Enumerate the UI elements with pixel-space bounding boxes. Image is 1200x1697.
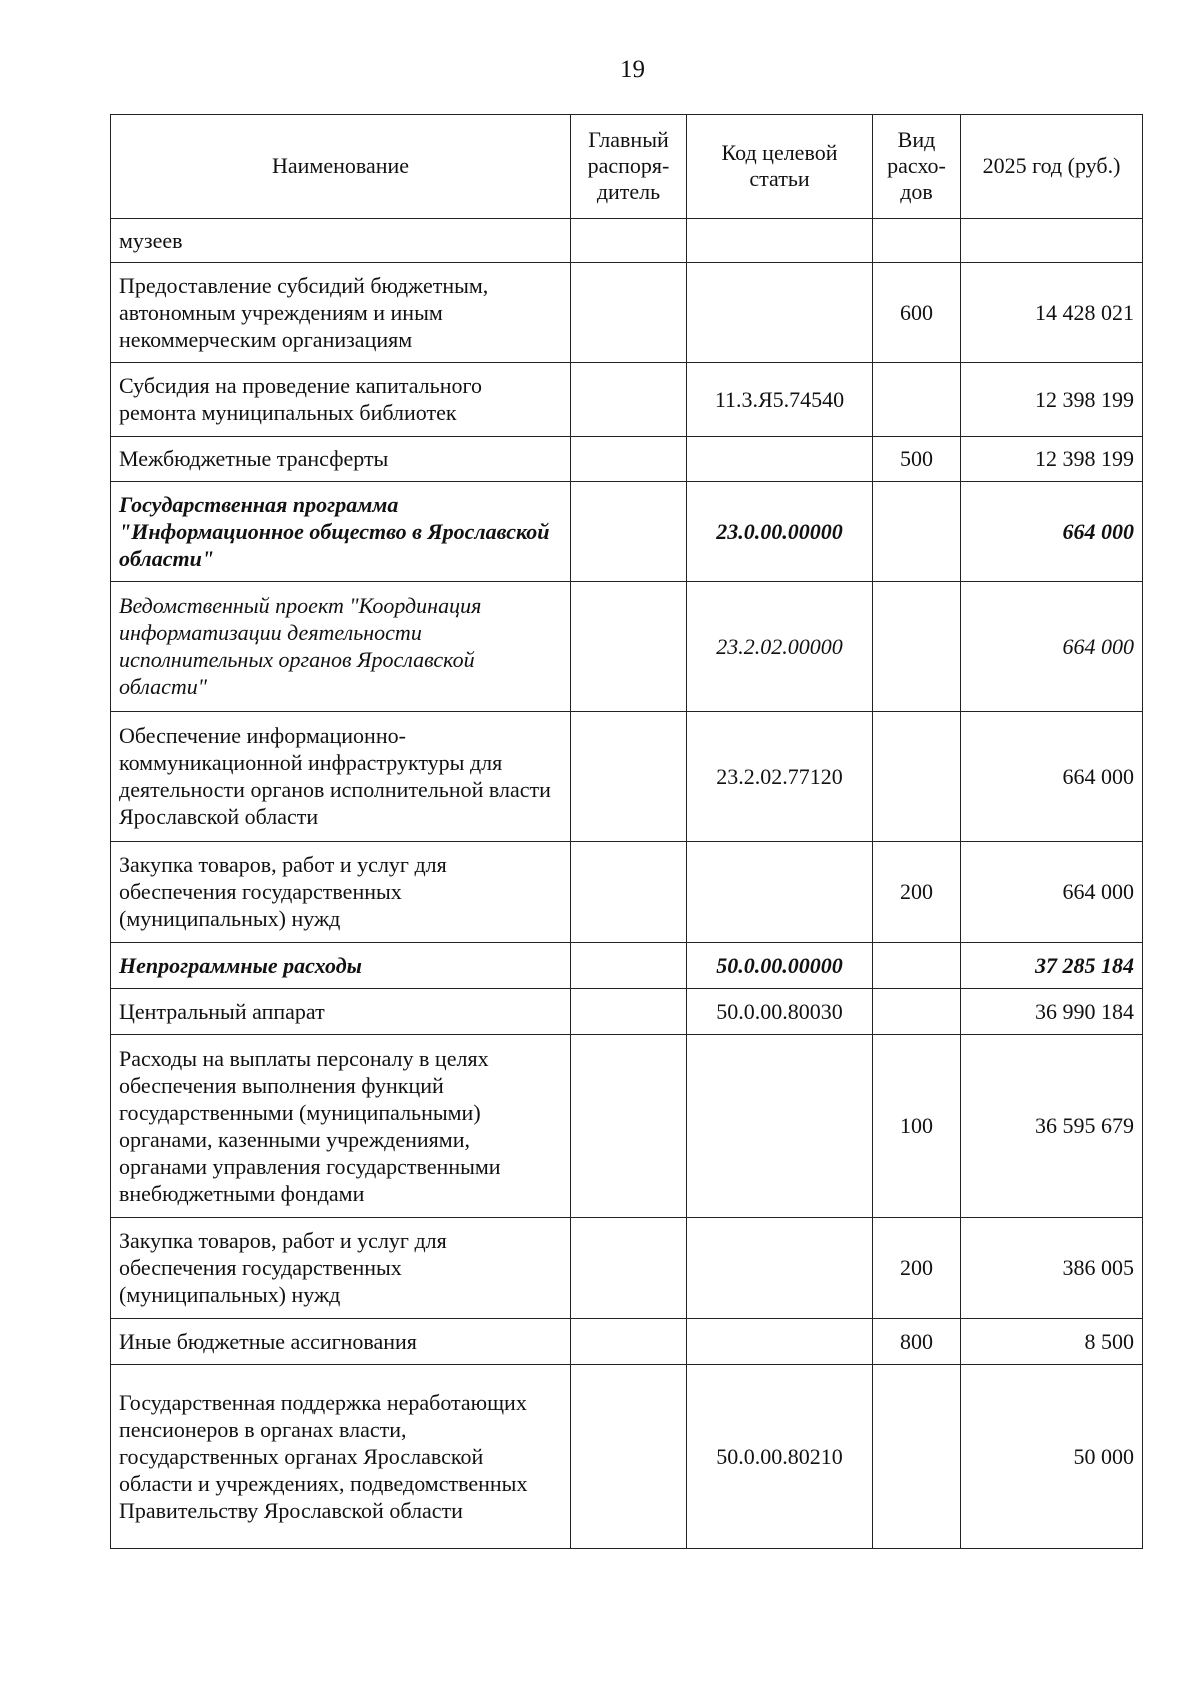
cell-name: Государственная поддержка неработающих пенсионеров в органах власти, государственных органах Ярославской области и учреждениях, подведомственных Правительству Ярославской области xyxy=(111,1365,571,1549)
table-row xyxy=(111,943,1143,989)
cell-kind: 800 xyxy=(873,1319,961,1365)
cell-admin xyxy=(571,842,687,943)
cell-admin xyxy=(571,363,687,437)
page-number: 19 xyxy=(620,56,645,83)
cell-name: Предоставление субсидий бюджетным, автономным учреждениям и иным некоммерческим организациям xyxy=(111,263,571,363)
table-row xyxy=(111,1218,1143,1319)
table-row xyxy=(111,482,1143,582)
cell-code: 11.3.Я5.74540 xyxy=(687,363,873,437)
cell-name: музеев xyxy=(111,219,571,263)
cell-amount: 36 595 679 xyxy=(961,1035,1143,1218)
cell-amount: 14 428 021 xyxy=(961,263,1143,363)
table-row xyxy=(111,1035,1143,1218)
cell-code: 50.0.00.80030 xyxy=(687,989,873,1035)
cell-amount: 386 005 xyxy=(961,1218,1143,1319)
cell-kind xyxy=(873,582,961,712)
cell-name: Закупка товаров, работ и услуг для обеспечения государственных (муниципальных) нужд xyxy=(111,842,571,943)
table-row xyxy=(111,263,1143,363)
table-row xyxy=(111,1365,1143,1549)
header-admin: Главный распоря-дитель xyxy=(571,115,687,219)
table-row xyxy=(111,712,1143,842)
cell-kind: 200 xyxy=(873,1218,961,1319)
cell-kind: 600 xyxy=(873,263,961,363)
cell-code xyxy=(687,1319,873,1365)
cell-code xyxy=(687,437,873,482)
cell-kind: 100 xyxy=(873,1035,961,1218)
cell-kind: 200 xyxy=(873,842,961,943)
cell-name: Государственная программа "Информационное общество в Ярославской области" xyxy=(111,482,571,582)
cell-admin xyxy=(571,437,687,482)
cell-amount: 37 285 184 xyxy=(961,943,1143,989)
cell-name: Ведомственный проект "Координация информатизации деятельности исполнительных органов Ярославской области" xyxy=(111,582,571,712)
table-row xyxy=(111,219,1143,263)
header-name: Наименование xyxy=(111,115,571,219)
cell-amount xyxy=(961,219,1143,263)
cell-kind xyxy=(873,482,961,582)
table-row xyxy=(111,437,1143,482)
cell-code: 50.0.00.80210 xyxy=(687,1365,873,1549)
cell-kind xyxy=(873,989,961,1035)
cell-kind: 500 xyxy=(873,437,961,482)
cell-admin xyxy=(571,482,687,582)
table-row xyxy=(111,989,1143,1035)
table-row xyxy=(111,363,1143,437)
cell-code: 23.0.00.00000 xyxy=(687,482,873,582)
cell-name: Центральный аппарат xyxy=(111,989,571,1035)
cell-code: 50.0.00.00000 xyxy=(687,943,873,989)
cell-admin xyxy=(571,943,687,989)
cell-admin xyxy=(571,219,687,263)
cell-name: Межбюджетные трансферты xyxy=(111,437,571,482)
cell-admin xyxy=(571,1218,687,1319)
cell-amount: 664 000 xyxy=(961,582,1143,712)
cell-amount: 50 000 xyxy=(961,1365,1143,1549)
cell-name: Непрограммные расходы xyxy=(111,943,571,989)
cell-admin xyxy=(571,263,687,363)
cell-code xyxy=(687,219,873,263)
table-row xyxy=(111,582,1143,712)
header-amount: 2025 год (руб.) xyxy=(961,115,1143,219)
cell-amount: 12 398 199 xyxy=(961,363,1143,437)
table-row xyxy=(111,842,1143,943)
cell-name: Иные бюджетные ассигнования xyxy=(111,1319,571,1365)
header-kind: Вид расхо-дов xyxy=(873,115,961,219)
cell-code: 23.2.02.00000 xyxy=(687,582,873,712)
cell-kind xyxy=(873,363,961,437)
table-header-row xyxy=(111,115,1143,219)
cell-code xyxy=(687,842,873,943)
cell-amount: 664 000 xyxy=(961,842,1143,943)
cell-admin xyxy=(571,1319,687,1365)
cell-kind xyxy=(873,943,961,989)
table-row xyxy=(111,1319,1143,1365)
cell-code xyxy=(687,1218,873,1319)
cell-code xyxy=(687,1035,873,1218)
cell-name: Субсидия на проведение капитального ремонта муниципальных библиотек xyxy=(111,363,571,437)
cell-kind xyxy=(873,1365,961,1549)
cell-name: Обеспечение информационно-коммуникационной инфраструктуры для деятельности органов исполнительной власти Ярославской области xyxy=(111,712,571,842)
cell-code: 23.2.02.77120 xyxy=(687,712,873,842)
cell-admin xyxy=(571,1365,687,1549)
cell-amount: 12 398 199 xyxy=(961,437,1143,482)
cell-amount: 8 500 xyxy=(961,1319,1143,1365)
cell-amount: 36 990 184 xyxy=(961,989,1143,1035)
cell-admin xyxy=(571,582,687,712)
cell-amount: 664 000 xyxy=(961,712,1143,842)
cell-name: Закупка товаров, работ и услуг для обеспечения государственных (муниципальных) нужд xyxy=(111,1218,571,1319)
cell-name: Расходы на выплаты персоналу в целях обеспечения выполнения функций государственными (муниципальными) органами, казенными учреждениями, органами управления государственными внебюджетными фондами xyxy=(111,1035,571,1218)
cell-admin xyxy=(571,712,687,842)
header-code: Код целевой статьи xyxy=(687,115,873,219)
cell-kind xyxy=(873,712,961,842)
cell-admin xyxy=(571,989,687,1035)
cell-amount: 664 000 xyxy=(961,482,1143,582)
cell-kind xyxy=(873,219,961,263)
budget-table xyxy=(110,114,1143,1549)
cell-admin xyxy=(571,1035,687,1218)
cell-code xyxy=(687,263,873,363)
